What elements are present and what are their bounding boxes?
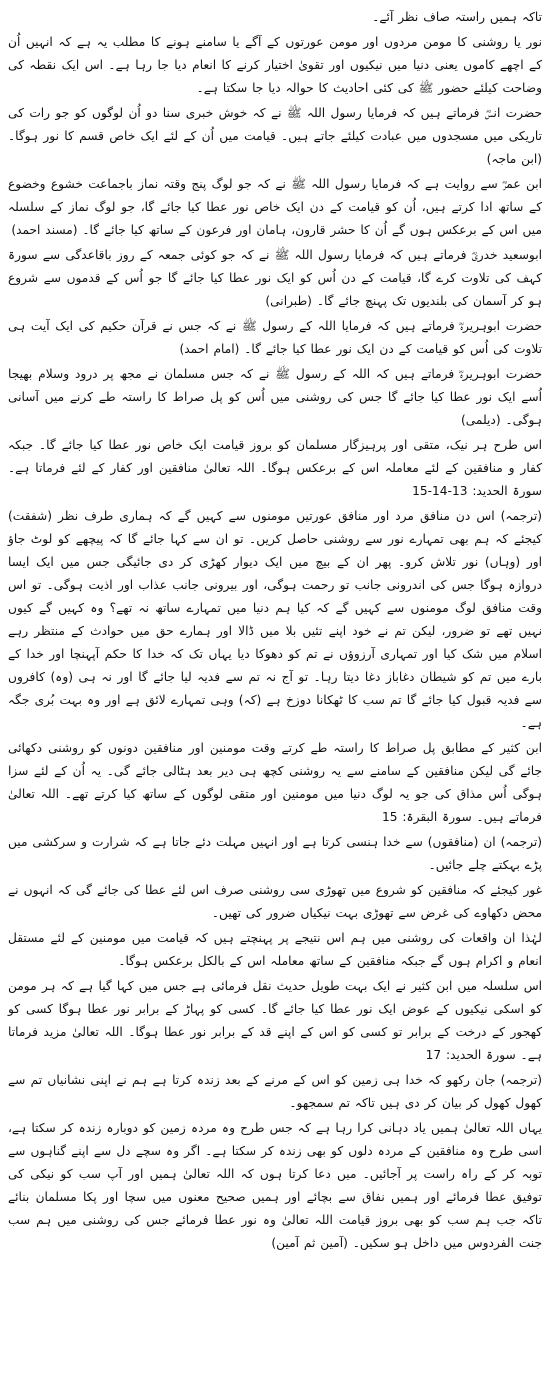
paragraph-hadith-abu-hurairah-durood: حضرت ابوہریرہؓ فرماتے ہیں کہ اللہ کے رسول ﷺ نے کہ جس مسلمان نے مجھ پر درود وسلام بھیجا اُسے ایک نور عطا کیا جائے گا جس کی روشنی میں اُس کو پل صراط کا راستہ طے کرنے میں آسانی ہوگی۔ (دیلمی) [8, 367, 542, 427]
paragraph-ibn-kathir: ابن کثیر کے مطابق پل صراط کا راستہ طے کرتے وقت مومنین اور منافقین دونوں کو روشنی دکھائی جائے گی لیکن منافقین کے سامنے سے یہ روشنی کچھ ہی دیر بعد ہٹالی جائے گی۔ یہ اُن کے لئے سزا ہوگی اُس مذاق کی جو یہ لوگ دنیا میں مومنین اور متقی لوگوں کے ساتھ کیا کرتے تھے۔ اللہ تعالیٰ فرماتے ہیں۔ سورۃ البقرۃ: 15 [8, 741, 542, 824]
paragraph-translation-baqarah: (ترجمہ) ان (منافقوں) سے خدا ہنسی کرتا ہے اور انہیں مہلت دئے جاتا ہے کہ شرارت و سرکشی میں پڑے بہکتے چلے جائیں۔ [8, 835, 542, 872]
paragraph-surah-hadid-intro: اس طرح ہر نیک، متقی اور پرہیزگار مسلمان کو بروز قیامت ایک خاص نور عطا کیا جائے گا۔ جبکہ کفار و منافقین کے لئے معاملہ اس کے برعکس ہوگا۔ اللہ تعالیٰ منافقین اور کفار کے لئے فرماتا ہے۔ سورۃ الحدید: 13-14-15 [8, 438, 542, 498]
paragraph-reflection: غور کیجئے کہ منافقین کو شروع میں تھوڑی سی روشنی صرف اس لئے عطا کی جائے گی کہ انہوں نے محض دکھاوے کی غرض سے تھوڑی بہت نیکیاں ضرور کی تھیں۔ [8, 883, 542, 920]
paragraph-hadith-abu-hurairah-quran: حضرت ابوہریرہؓ فرماتے ہیں کہ فرمایا اللہ کے رسول ﷺ نے کہ جس نے قرآن حکیم کی ایک آیت ہی تلاوت کی اُس کو قیامت کے دن ایک نور عطا کیا جائے گا۔ (امام احمد) [8, 319, 542, 356]
paragraph-2: نور یا روشنی کا مومن مردوں اور مومن عورتوں کے آگے یا سامنے ہونے کا مطلب یہ ہے کہ انہیں اُن کے اچھے کاموں یعنی دنیا میں نیکیوں اور تقویٰ اختیار کرنے کا انعام دیا جا رہا ہے۔ اس ایک نقطہ کی وضاحت کیلئے حضور ﷺ کی کئی احادیث کا حوالہ دیا جا سکتا ہے۔ [8, 35, 542, 95]
paragraph-translation-hadid: (ترجمہ) اس دن منافق مرد اور منافق عورتیں مومنوں سے کہیں گے کہ ہماری طرف نظر (شفقت) کیجئے کہ ہم بھی تمہارے نور سے روشنی حاصل کریں۔ تو ان سے کہا جائے گا کہ پیچھے کو لوٹ جاؤ اور (وہاں) نور تلاش کرو۔ پھر ان کے بیچ میں ایک دیوار کھڑی کر دی جائیگی جس میں ایک ایسا دروازہ ہوگا جس کی اندرونی جانب تو رحمت ہوگی، اور بیرونی جانب عذاب اور اذیت ہوگی۔ تو اس وقت منافق لوگ مومنوں سے کہیں گے کہ کیا ہم دنیا میں تمہارے ساتھ نہ تھے؟ وہ کہیں گے کیوں نہیں تھے تو ضرور، لیکن تم نے خود اپنے تئیں بلا میں ڈالا اور ہمارے حق میں حوادث کے منتظر رہے اسلام میں شک کیا اور تمہاری آرزوؤں نے تم کو دھوکا دیا یہاں تک کہ خدا کا حکم آپہنچا اور خدا کے بارے میں تم کو شیطان دغاباز دغا دیتا رہا۔ تو آج نہ تم سے فدیہ لیا جائے گا اور نہ ہی (وہ) کافروں سے فدیہ قبول کیا جائے گا تم سب کا ٹھکانا دوزخ ہے (کہ) وہی تمہارے لائق ہے اور وہ بہت بُری جگہ ہے۔ [8, 509, 542, 730]
paragraph-hadith-ibn-umar: ابن عمرؓ سے روایت ہے کہ فرمایا رسول اللہ ﷺ نے کہ جو لوگ پنج وقتہ نماز باجماعت خشوع وخضوع کے ساتھ ادا کرتے ہیں، اُن کو قیامت کے دن ایک خاص نور عطا کیا جائے گا، جو لوگ نماز کے سلسلہ میں اس کے برعکس ہوں گے اُن کا حشر قارون، ہامان اور فرعون کے ساتھ کیا جائے گا۔ (مسند احمد) [8, 177, 542, 237]
paragraph-hadith-anas: حضرت انسؓ فرماتے ہیں کہ فرمایا رسول اللہ ﷺ نے کہ خوش خبری سنا دو اُن لوگوں کو جو رات کی تاریکی میں مسجدوں میں عبادت کیلئے جاتے ہیں۔ قیامت میں اُن کے لئے ایک خاص قسم کا نور ہوگا۔ (ابن ماجہ) [8, 106, 542, 166]
paragraph-hadith-abu-saeed: ابوسعید خدریؓ فرماتے ہیں کہ فرمایا رسول اللہ ﷺ نے کہ جو کوئی جمعہ کے روز باقاعدگی سے سورۃ کہف کی تلاوت کرے گا، قیامت کے دن اُس کو ایک نور عطا کیا جائے گا جو اُس کے قدموں سے شروع ہو کر آسمان کی بلندیوں تک پہنچ جائے گا۔ (طبرانی) [8, 248, 542, 308]
paragraph-conclusion: لہٰذا ان واقعات کی روشنی میں ہم اس نتیجے پر پہنچتے ہیں کہ قیامت میں مومنین کے لئے مستقل انعام و اکرام ہوں گے جبکہ منافقین کے ساتھ معاملہ اس کے بالکل برعکس ہوگا۔ [8, 931, 542, 968]
paragraph-long-hadith: اس سلسلہ میں ابن کثیر نے ایک بہت طویل حدیث نقل فرمائی ہے جس میں کہا گیا ہے کہ ہر مومن کو اسکی نیکیوں کے عوض ایک نور عطا کیا جائے گا۔ کسی کو پہاڑ کے برابر نور عطا ہوگا کسی کو کھجور کے درخت کے برابر تو کسی کو اس کے اپنے قد کے برابر نور عطا ہوگا۔ اللہ تعالیٰ مزید فرماتا ہے۔ سورۃ الحدید: 17 [8, 979, 542, 1062]
paragraph-closing-dua: یہاں اللہ تعالیٰ ہمیں یاد دہانی کرا رہا ہے کہ جس طرح وہ مردہ زمین کو دوبارہ زندہ کر سکتا ہے، اسی طرح وہ منافقین کے مردہ دلوں کو بھی زندہ کر سکتا ہے۔ اگر وہ سچے دل سے اپنے گناہوں سے توبہ کر کے راہ راست پر آجائیں۔ میں دعا کرتا ہوں کہ اللہ تعالیٰ ہمیں اور آپ سب کو نیکی کی توفیق عطا فرمائے اور ہمیں نفاق سے بچائے اور ہمیں صحیح معنوں میں سچا اور پکا مسلمان بنائے تاکہ جب ہم سب کو بھی بروز قیامت اللہ تعالیٰ وہ نور عطا فرمائے جس کی روشنی میں ہم سب جنت الفردوس میں داخل ہو سکیں۔ (آمین ثم آمین) [8, 1121, 542, 1250]
paragraph-1: تاکہ ہمیں راستہ صاف نظر آئے۔ [372, 10, 542, 24]
paragraph-translation-hadid-17: (ترجمہ) جان رکھو کہ خدا ہی زمین کو اس کے مرنے کے بعد زندہ کرتا ہے ہم نے اپنی نشانیاں تم سے کھول کھول کر بیان کر دی ہیں تاکہ تم سمجھو۔ [8, 1073, 542, 1110]
